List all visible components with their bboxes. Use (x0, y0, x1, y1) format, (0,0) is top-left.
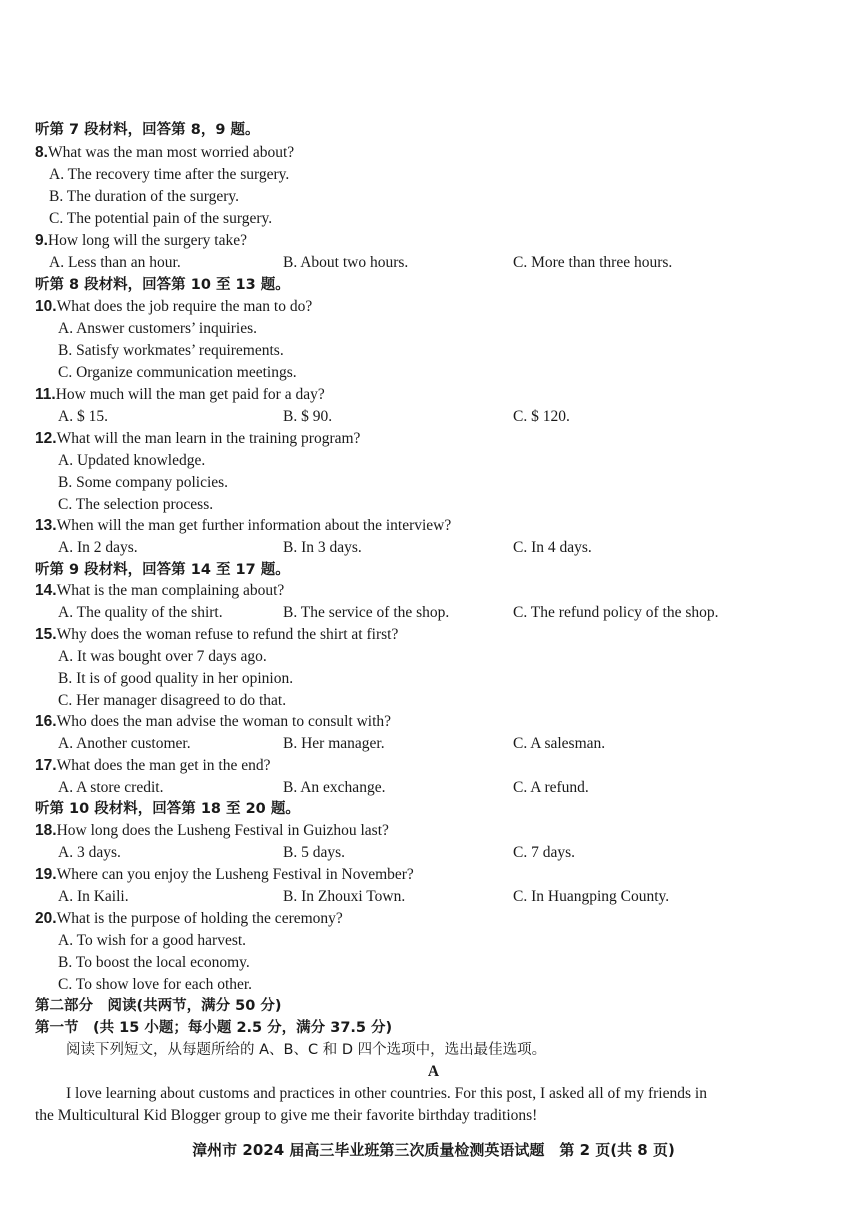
option (0, 690, 867, 712)
option-c: C. A salesman. (513, 735, 606, 752)
option (0, 930, 867, 952)
question-number: 9. (35, 232, 48, 249)
part-2-section-1-title: 第一节 (共 15 小题；每小题 2.5 分，满分 37.5 分) (35, 1020, 393, 1036)
question (0, 755, 867, 777)
passage-line (0, 1083, 867, 1105)
question-text: What does the job require the man to do? (56, 298, 313, 315)
question-text: What will the man learn in the training program? (56, 430, 361, 447)
question-text: Who does the man advise the woman to consult with? (56, 713, 392, 730)
question (0, 428, 867, 450)
page-footer (0, 1139, 867, 1161)
option-c: C. More than three hours. (513, 254, 673, 271)
question (0, 384, 867, 406)
option-c: C. In Huangping County. (513, 888, 670, 905)
question-number: 10. (35, 298, 57, 315)
question-number: 20. (35, 910, 57, 927)
question (0, 820, 867, 842)
option (0, 974, 867, 996)
section-header (0, 1017, 867, 1039)
options-row (0, 537, 867, 559)
option (0, 952, 867, 974)
question (0, 296, 867, 318)
question-text: When will the man get further information about the interview? (56, 517, 452, 534)
option-b: B. In Zhouxi Town. (283, 888, 406, 905)
passage-label-row (0, 1061, 867, 1083)
question-number: 12. (35, 430, 57, 447)
option (0, 208, 867, 230)
option-b: B. Satisfy workmates’ requirements. (58, 342, 284, 359)
option (0, 318, 867, 340)
passage-text: the Multicultural Kid Blogger group to give me their favorite birthday traditions! (35, 1107, 538, 1124)
option-c: C. To show love for each other. (58, 976, 253, 993)
option-a: A. Less than an hour. (49, 254, 181, 271)
options-row (0, 886, 867, 908)
option-c: C. Organize communication meetings. (58, 364, 297, 381)
option-b: B. $ 90. (283, 408, 333, 425)
question-number: 8. (35, 144, 48, 161)
option-a: A. In Kaili. (58, 888, 129, 905)
question-number: 19. (35, 866, 57, 883)
option-a: A. Another customer. (58, 735, 191, 752)
option (0, 494, 867, 516)
question (0, 864, 867, 886)
passage-line (0, 1105, 867, 1127)
option (0, 472, 867, 494)
question-text: Why does the woman refuse to refund the shirt at first? (56, 626, 399, 643)
options-row (0, 842, 867, 864)
option-b: B. To boost the local economy. (58, 954, 250, 971)
section-header (0, 119, 867, 141)
question-text: Where can you enjoy the Lusheng Festival in November? (56, 866, 414, 883)
section-7-title: 听第 7 段材料，回答第 8，9 题。 (35, 122, 260, 138)
option-c: C. $ 120. (513, 408, 570, 425)
option (0, 450, 867, 472)
option-a: A. It was bought over 7 days ago. (58, 648, 267, 665)
section-8-title: 听第 8 段材料，回答第 10 至 13 题。 (35, 277, 290, 293)
question-number: 18. (35, 822, 57, 839)
question-text: What was the man most worried about? (47, 144, 295, 161)
option (0, 164, 867, 186)
option-c: C. 7 days. (513, 844, 575, 861)
option-a: A. The recovery time after the surgery. (49, 166, 290, 183)
options-row (0, 406, 867, 428)
question-number: 11. (35, 386, 56, 403)
question (0, 515, 867, 537)
question-number: 14. (35, 582, 57, 599)
question-number: 13. (35, 517, 57, 534)
option-c: C. A refund. (513, 779, 589, 796)
section-header (0, 798, 867, 820)
option-c: C. The potential pain of the surgery. (49, 210, 273, 227)
option (0, 340, 867, 362)
question (0, 142, 867, 164)
option-b: B. Some company policies. (58, 474, 229, 491)
option (0, 668, 867, 690)
reading-instruction: 阅读下列短文，从每题所给的 A、B、C 和 D 四个选项中，选出最佳选项。 (66, 1042, 547, 1058)
section-header (0, 274, 867, 296)
part-header (0, 995, 867, 1017)
question (0, 711, 867, 733)
option-b: B. In 3 days. (283, 539, 362, 556)
part-2-title: 第二部分 阅读(共两节，满分 50 分) (35, 998, 282, 1014)
option-a: A. $ 15. (58, 408, 108, 425)
section-header (0, 559, 867, 581)
question-number: 16. (35, 713, 57, 730)
instruction (0, 1039, 867, 1061)
option-a: A. 3 days. (58, 844, 121, 861)
question-text: How long does the Lusheng Festival in Guizhou last? (56, 822, 389, 839)
option-a: A. Answer customers’ inquiries. (58, 320, 258, 337)
option-c: C. Her manager disagreed to do that. (58, 692, 287, 709)
option-a: A. A store credit. (58, 779, 164, 796)
option-b: B. About two hours. (283, 254, 409, 271)
question-text: What does the man get in the end? (56, 757, 271, 774)
option-a: A. To wish for a good harvest. (58, 932, 247, 949)
option-a: A. In 2 days. (58, 539, 138, 556)
option-a: A. Updated knowledge. (58, 452, 206, 469)
question-text: How much will the man get paid for a day? (55, 386, 325, 403)
options-row (0, 602, 867, 624)
question-number: 17. (35, 757, 57, 774)
question-text: What is the man complaining about? (56, 582, 285, 599)
option (0, 186, 867, 208)
option-b: B. It is of good quality in her opinion. (58, 670, 294, 687)
section-10-title: 听第 10 段材料，回答第 18 至 20 题。 (35, 801, 300, 817)
option-c: C. The selection process. (58, 496, 214, 513)
option-b: B. Her manager. (283, 735, 385, 752)
question-text: What is the purpose of holding the ceremony? (56, 910, 343, 927)
question-text: How long will the surgery take? (47, 232, 247, 249)
question-number: 15. (35, 626, 57, 643)
footer-text: 漳州市 2024 届高三毕业班第三次质量检测英语试题 第 2 页(共 8 页) (192, 1141, 675, 1159)
option-a: A. The quality of the shirt. (58, 604, 223, 621)
question (0, 624, 867, 646)
option-b: B. 5 days. (283, 844, 345, 861)
option (0, 646, 867, 668)
options-row (0, 777, 867, 799)
passage-text: I love learning about customs and practices in other countries. For this post, I asked all of my friends in (66, 1085, 707, 1102)
passage-label: A (427, 1063, 440, 1080)
option-c: C. In 4 days. (513, 539, 592, 556)
option-c: C. The refund policy of the shop. (513, 604, 719, 621)
options-row (0, 252, 867, 274)
question (0, 580, 867, 602)
option-b: B. An exchange. (283, 779, 386, 796)
options-row (0, 733, 867, 755)
section-9-title: 听第 9 段材料，回答第 14 至 17 题。 (35, 562, 290, 578)
option-b: B. The duration of the surgery. (49, 188, 239, 205)
question (0, 908, 867, 930)
option (0, 362, 867, 384)
question (0, 230, 867, 252)
option-b: B. The service of the shop. (283, 604, 450, 621)
